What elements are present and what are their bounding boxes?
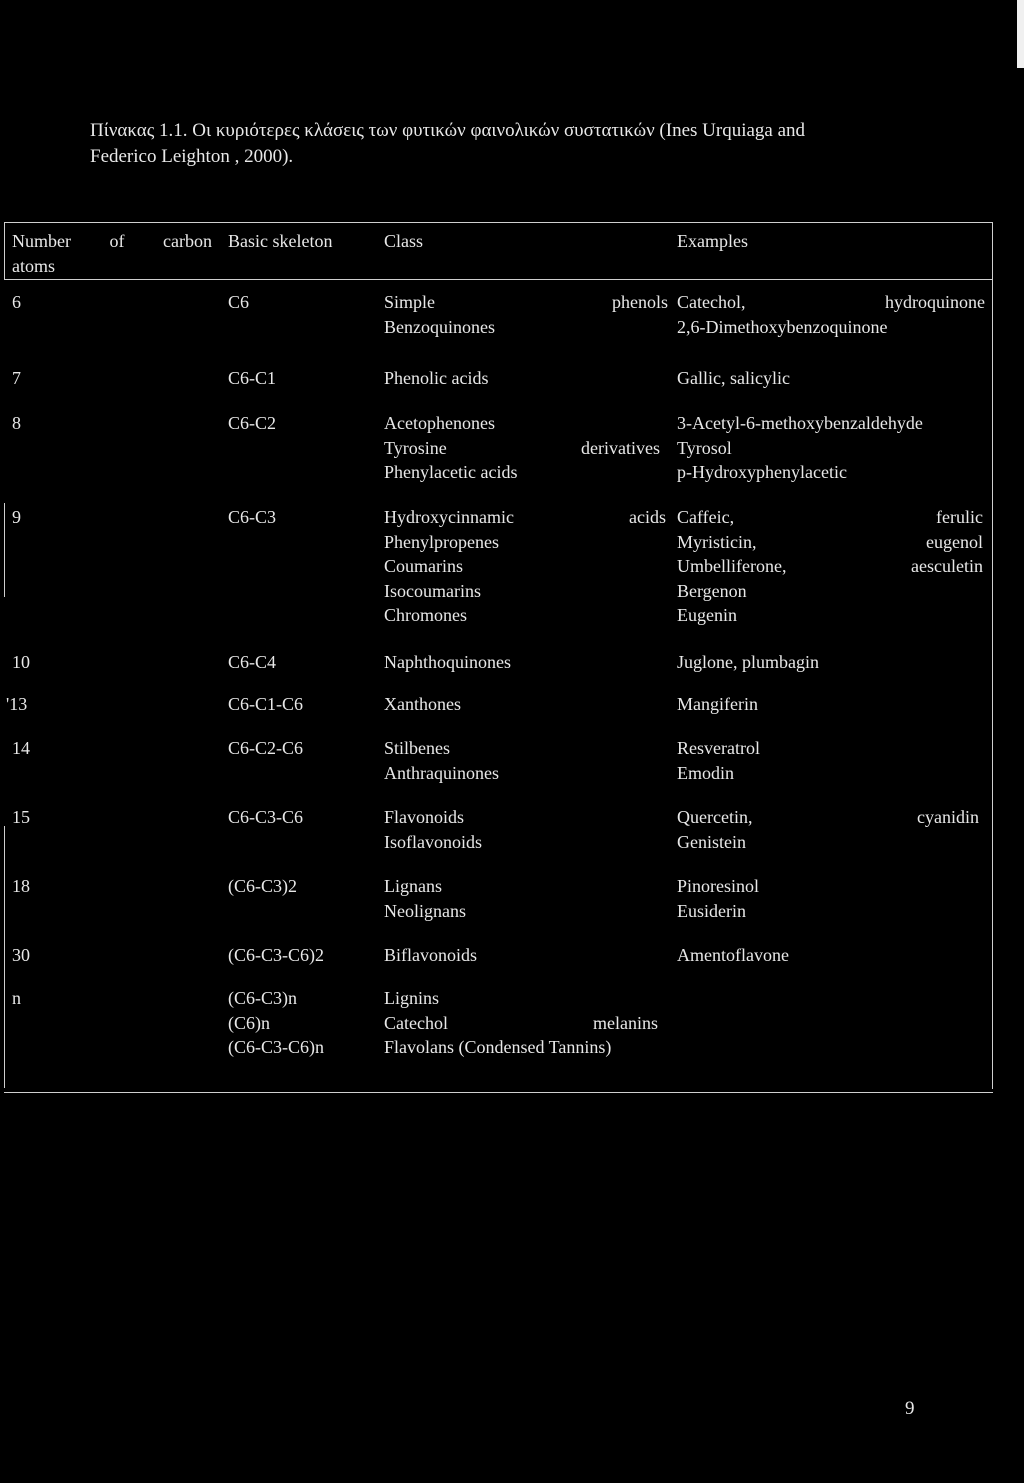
class-cell [384,366,668,391]
example-text: Tyrosol [677,437,732,458]
class-text: Hydroxycinnamic acids [384,507,666,527]
class-cell [384,692,668,717]
carbon-atoms-cell: n [12,988,21,1008]
class-text: Isoflavonoids [384,831,482,852]
skeleton-cell [228,805,378,830]
header-class: Class [384,231,424,251]
skeleton-cell [228,986,378,1060]
example-text: 2,6-Dimethoxybenzoquinone [677,316,888,337]
skeleton-cell [228,290,378,315]
class-text: Phenolic acids [384,368,489,388]
example-text: Eugenin [677,605,737,625]
skeleton-cell [228,692,378,717]
skeleton-cell [228,943,378,968]
example-text: Bergenon [677,580,747,601]
class-cell [384,650,668,675]
skeleton-text: C6-C1-C6 [228,694,304,714]
skeleton-text: C6-C2 [228,413,277,433]
class-cell [384,290,668,339]
class-text: Isocoumarins [384,580,481,601]
example-text: Eusiderin [677,900,746,921]
class-text: Coumarins [384,556,463,576]
class-text: Xanthones [384,694,461,714]
class-text: Phenylacetic acids [384,462,518,482]
scan-edge-mark [1017,0,1024,68]
example-text: Catechol, hydroquinone [677,292,985,312]
examples-cell [677,650,981,675]
example-text: Juglone, plumbagin [677,652,819,672]
class-text: Tyrosine derivatives [384,437,660,458]
example-text: Quercetin, cyanidin [677,807,979,827]
class-text: Lignins [384,988,440,1008]
class-cell [384,411,660,485]
caption-line-1: Πίνακας 1.1. Οι κυριότερες κλάσεις των φυτικών φαινολικών συστατικών (Ines Urquiaga and [90,120,806,141]
class-text: Biflavonoids [384,945,477,965]
header-word-carbon: carbon [163,231,212,251]
skeleton-cell [228,874,378,899]
skeleton-text: C6-C3 [228,507,277,527]
skeleton-text: (C6-C3)n [228,988,297,1008]
example-text: Pinoresinol [677,876,760,896]
examples-cell [677,366,981,391]
skeleton-text: C6-C1 [228,368,277,388]
carbon-atoms-cell: 9 [12,507,21,527]
example-text: Genistein [677,831,746,852]
header-word-atoms: atoms [12,256,55,276]
example-text: p-Hydroxyphenylacetic [677,462,847,482]
examples-cell [677,692,981,717]
example-text: 3-Acetyl-6-methoxybenzaldehyde [677,413,923,433]
class-text: Stilbenes [384,738,450,758]
header-basic-skeleton: Basic skeleton [228,231,333,251]
skeleton-cell [228,366,378,391]
class-cell [384,943,668,968]
table-caption [90,118,920,170]
skeleton-text: C6-C3-C6 [228,807,304,827]
example-text: Resveratrol [677,738,760,758]
examples-cell [677,736,981,785]
skeleton-text: C6-C4 [228,652,277,672]
class-text: Flavolans (Condensed Tannins) [384,1037,612,1057]
examples-cell [677,805,979,854]
page-number: 9 [905,1398,915,1419]
class-text: Naphthoquinones [384,652,511,672]
class-text: Neolignans [384,900,466,921]
header-word-of: of [109,231,125,251]
example-text: Emodin [677,762,734,783]
skeleton-text: C6-C2-C6 [228,738,304,758]
class-text: Acetophenones [384,413,495,433]
carbon-atoms-cell: 8 [12,413,21,433]
examples-cell [677,943,981,968]
class-text: Simple phenols [384,292,668,312]
skeleton-text: (C6)n [228,1012,270,1033]
skeleton-text: (C6-C3-C6)n [228,1037,324,1057]
class-cell [384,736,668,785]
carbon-atoms-cell: 18 [12,876,30,896]
class-text: Benzoquinones [384,316,495,337]
carbon-atoms-cell: '13 [6,694,28,714]
class-text: Lignans [384,876,442,896]
class-cell [384,505,666,628]
skeleton-cell [228,650,378,675]
skeleton-cell [228,736,378,761]
header-word-number: Number [12,231,71,251]
example-text: Myristicin, eugenol [677,531,983,552]
skeleton-cell [228,411,378,436]
examples-cell [677,411,981,485]
table-left-border-mid [4,503,5,597]
class-text: Chromones [384,605,467,625]
class-cell [384,874,668,923]
header-carbon-atoms [12,229,212,279]
example-text: Caffeic, ferulic [677,507,983,527]
class-text: Anthraquinones [384,762,499,783]
table-left-border-bottom [4,826,5,1088]
class-text: Flavonoids [384,807,465,827]
table-left-border-top [4,222,5,280]
carbon-atoms-cell: 6 [12,292,21,312]
carbon-atoms-cell: 10 [12,652,30,672]
class-text: Catechol melanins [384,1012,658,1033]
carbon-atoms-cell: 30 [12,945,30,965]
example-text: Amentoflavone [677,945,789,965]
skeleton-text: (C6-C3)2 [228,876,297,896]
class-cell [384,805,668,854]
examples-cell [677,874,981,923]
class-text: Phenylpropenes [384,531,499,552]
class-cell [384,986,658,1060]
header-divider [4,279,992,280]
caption-line-2: Federico Leighton , 2000). [90,146,294,167]
header-examples: Examples [677,231,748,251]
examples-cell [677,505,983,628]
skeleton-text: C6 [228,292,250,312]
skeleton-cell [228,505,378,530]
example-text: Gallic, salicylic [677,368,790,388]
example-text: Mangiferin [677,694,758,714]
carbon-atoms-cell: 15 [12,807,30,827]
carbon-atoms-cell: 7 [12,368,21,388]
examples-cell [677,290,985,339]
example-text: Umbelliferone, aesculetin [677,556,983,576]
skeleton-text: (C6-C3-C6)2 [228,945,324,965]
carbon-atoms-cell: 14 [12,738,30,758]
